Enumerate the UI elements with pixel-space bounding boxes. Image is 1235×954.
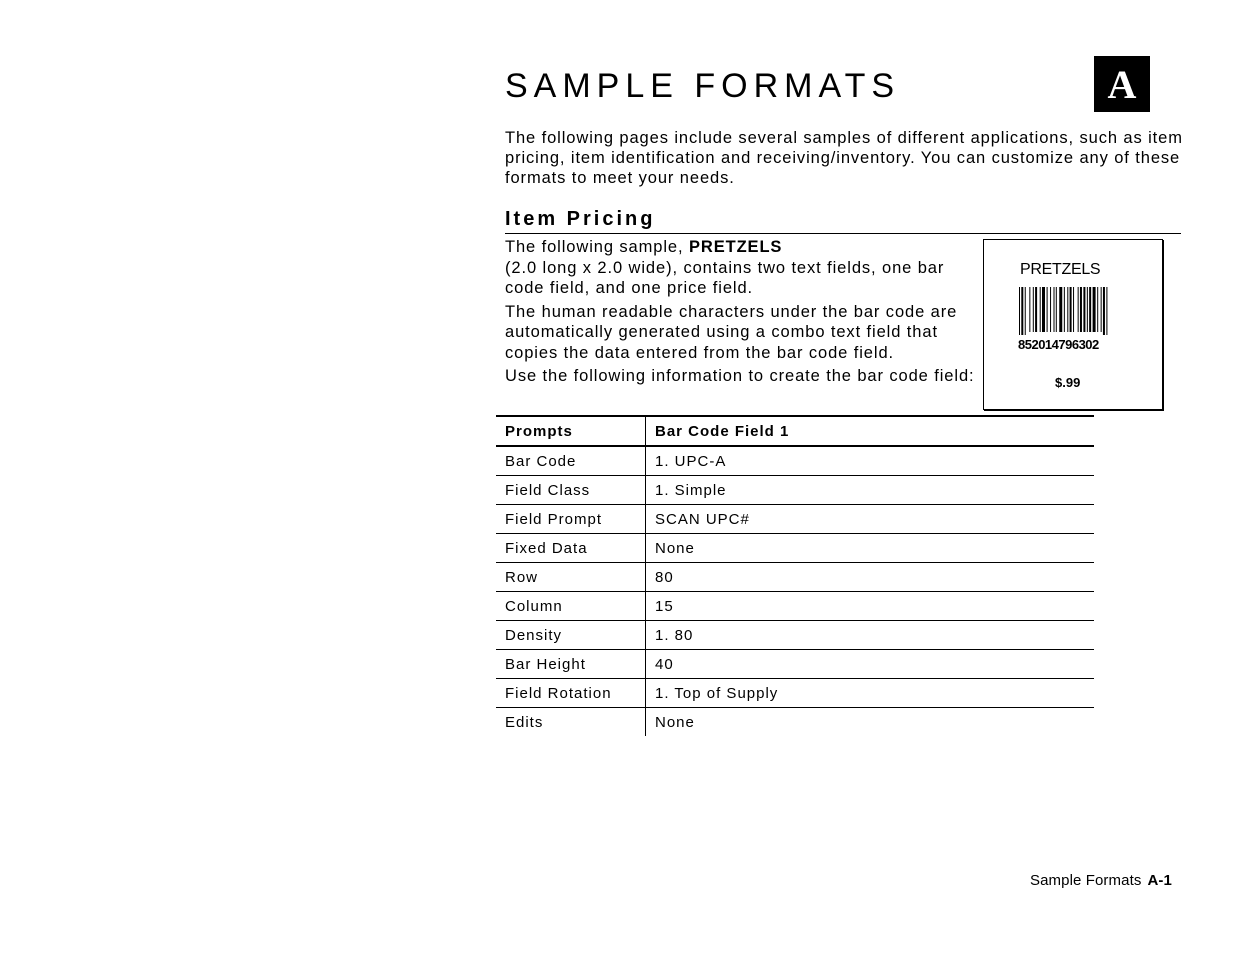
prompt-cell: Bar Height <box>496 650 646 679</box>
sample-description-text: (2.0 long x 2.0 wide), contains two text fields, one bar code field, and one price field. <box>505 258 945 297</box>
prompt-cell: Fixed Data <box>496 534 646 563</box>
barcode-bar <box>1097 287 1098 332</box>
paragraph-instructions: Use the following information to create the bar code field: <box>505 367 975 385</box>
chapter-tab: A <box>1094 56 1150 112</box>
prompt-cell: Bar Code <box>496 446 646 476</box>
table-row <box>496 563 1094 592</box>
barcode-bar <box>1019 287 1020 335</box>
paragraph-human-readable: The human readable characters under the bar code are automatically generated using a combo text field that copies the data entered from the bar code field. <box>505 302 958 362</box>
column-header-prompts: Prompts <box>496 416 646 446</box>
table-row <box>496 621 1094 650</box>
sample-lead-text: The following sample, <box>505 238 689 256</box>
barcode-bar <box>1103 287 1105 335</box>
label-sample <box>983 239 1163 410</box>
table-row <box>496 446 1094 476</box>
barcode-bar <box>1056 287 1057 332</box>
barcode-bar <box>1021 287 1023 335</box>
barcode-bar <box>1064 287 1065 332</box>
label-name: PRETZELS <box>1020 261 1101 278</box>
sample-name-bold: PRETZELS <box>688 238 783 256</box>
barcode-digits: 852014796302 <box>1018 337 1099 352</box>
label-price: $.99 <box>1055 375 1081 390</box>
prompt-cell: Edits <box>496 708 646 737</box>
value-cell: SCAN UPC# <box>655 510 750 528</box>
value-cell: 1. Top of Supply <box>655 684 779 702</box>
barcode-bar <box>1067 287 1068 332</box>
prompt-cell: Field Rotation <box>496 679 646 708</box>
section-body <box>505 237 975 390</box>
barcode-bar <box>1101 287 1102 332</box>
page-footer <box>1030 872 1172 889</box>
table-row <box>496 650 1094 679</box>
table-row <box>496 534 1094 563</box>
table-header-row <box>496 416 1094 446</box>
column-header-field: Bar Code Field 1 <box>655 422 790 440</box>
barcode-bar <box>1033 287 1034 332</box>
table-row <box>496 708 1094 737</box>
table-row <box>496 505 1094 534</box>
bar-code-field-table <box>496 415 1094 736</box>
page-number: A-1 <box>1147 872 1172 889</box>
prompt-cell: Field Class <box>496 476 646 505</box>
barcode-bar <box>1106 287 1107 335</box>
barcode-bar <box>1059 287 1062 332</box>
barcode-bar <box>1089 287 1091 332</box>
prompt-cell: Field Prompt <box>496 505 646 534</box>
table-row <box>496 592 1094 621</box>
value-cell: None <box>655 713 695 731</box>
page-title: SAMPLE FORMATS <box>505 67 901 105</box>
value-cell: 15 <box>655 597 674 615</box>
barcode-bar <box>1093 287 1096 332</box>
table-row <box>496 679 1094 708</box>
barcode-bar <box>1047 287 1048 332</box>
barcode-bar <box>1042 287 1045 332</box>
footer-section-name: Sample Formats <box>1030 872 1142 889</box>
value-cell: 1. 80 <box>655 626 694 644</box>
paragraph-sample-description <box>505 237 975 299</box>
prompt-cell: Density <box>496 621 646 650</box>
barcode-bar <box>1054 287 1055 332</box>
barcode-graphic <box>1019 287 1117 335</box>
prompt-cell: Column <box>496 592 646 621</box>
intro-paragraph: The following pages include several samples of different applications, such as item pricing, item identification and receiving/inventory. You can customize any of these formats to meet your needs. <box>505 129 1183 187</box>
prompt-cell: Row <box>496 563 646 592</box>
value-cell: 80 <box>655 568 674 586</box>
barcode-bar <box>1070 287 1072 332</box>
value-cell: 1. Simple <box>655 481 727 499</box>
value-cell: 40 <box>655 655 674 673</box>
value-cell: None <box>655 539 695 557</box>
barcode-bar <box>1025 287 1026 335</box>
barcode-bar <box>1078 287 1079 332</box>
section-rule <box>505 233 1181 234</box>
value-cell: 1. UPC-A <box>655 452 727 470</box>
table-row <box>496 476 1094 505</box>
barcode-bar <box>1040 287 1041 332</box>
barcode-bar <box>1083 287 1085 332</box>
barcode-bar <box>1073 287 1074 332</box>
barcode-bar <box>1087 287 1088 332</box>
barcode-bar <box>1050 287 1051 332</box>
barcode-bar <box>1035 287 1037 332</box>
barcode-bar <box>1029 287 1030 332</box>
barcode-bar <box>1080 287 1082 332</box>
section-heading: Item Pricing <box>505 208 656 230</box>
